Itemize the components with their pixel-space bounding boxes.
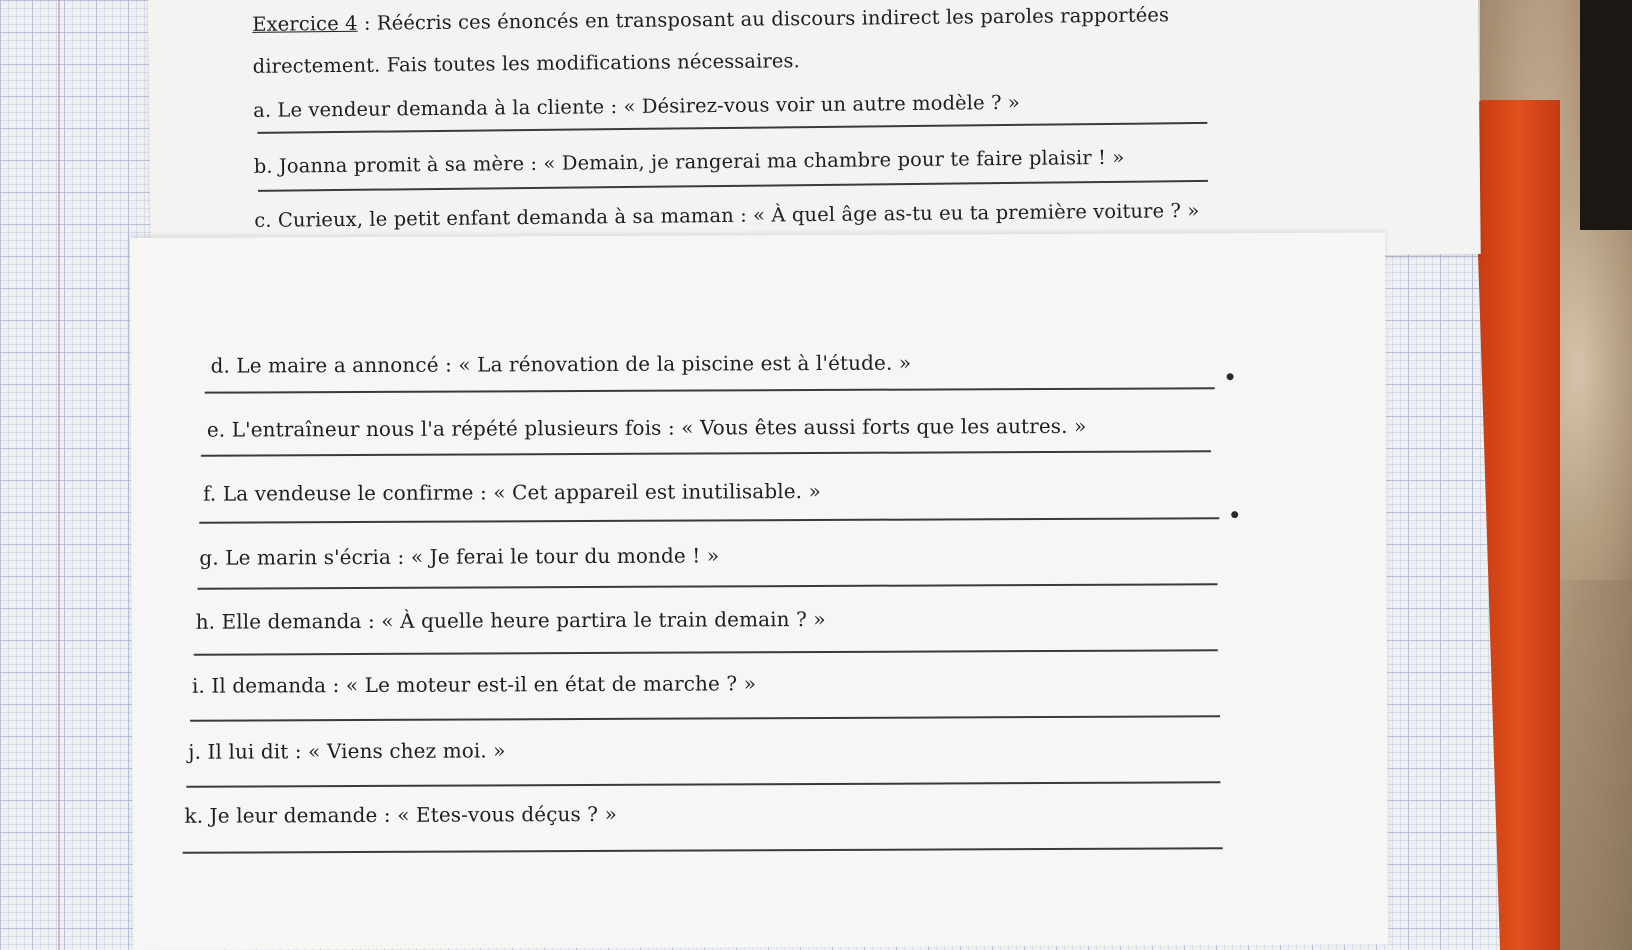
ink-mark [1227, 373, 1234, 380]
exercise-label: Exercice 4 [252, 11, 358, 36]
item-a-text: a. Le vendeur demanda à la cliente : « Désirez-vous voir un autre modèle ? » [253, 90, 1021, 122]
worksheet-top [148, 0, 1481, 268]
item-i-text: i. Il demanda : « Le moteur est-il en état de marche ? » [191, 671, 757, 698]
instruction-line-1: : Réécris ces énoncés en transposant au discours indirect les paroles rapportées [357, 3, 1170, 35]
item-h-answer-line[interactable] [194, 649, 1218, 655]
shadow-corner [1580, 0, 1632, 230]
notebook-margin-line [58, 0, 60, 950]
item-i-answer-line[interactable] [190, 715, 1220, 721]
item-e-text: e. L'entraîneur nous l'a répété plusieurs fois : « Vous êtes aussi forts que les autres. » [206, 413, 1087, 442]
item-g-text: g. Le marin s'écria : « Je ferai le tour du monde ! » [199, 543, 720, 570]
item-k-text: k. Je leur demande : « Etes-vous déçus ? » [184, 801, 617, 828]
item-d-answer-line[interactable] [205, 387, 1215, 393]
item-f-answer-line[interactable] [199, 517, 1219, 523]
item-a-answer-line[interactable] [257, 122, 1207, 134]
item-f-text: f. La vendeuse le confirme : « Cet appareil est inutilisable. » [203, 478, 821, 506]
instruction-line-2: directement. Fais toutes les modifications nécessaires. [252, 49, 801, 78]
item-d-text: d. Le maire a annoncé : « La rénovation de la piscine est à l'étude. » [210, 350, 912, 378]
item-j-answer-line[interactable] [186, 781, 1220, 788]
item-k-answer-line[interactable] [183, 847, 1223, 854]
item-c-text: c. Curieux, le petit enfant demanda à sa maman : « À quel âge as-tu eu ta première voiture ? » [254, 199, 1200, 232]
item-h-text: h. Elle demanda : « À quelle heure partira le train demain ? » [195, 606, 826, 634]
exercise-heading [252, 3, 1169, 36]
item-e-answer-line[interactable] [201, 450, 1211, 456]
ink-mark [1231, 511, 1238, 518]
item-b-answer-line[interactable] [258, 180, 1208, 192]
item-j-text: j. Il lui dit : « Viens chez moi. » [188, 738, 506, 764]
item-g-answer-line[interactable] [198, 583, 1218, 589]
worksheet-bottom [130, 233, 1388, 950]
item-b-text: b. Joanna promit à sa mère : « Demain, je rangerai ma chambre pour te faire plaisir ! » [253, 145, 1125, 178]
